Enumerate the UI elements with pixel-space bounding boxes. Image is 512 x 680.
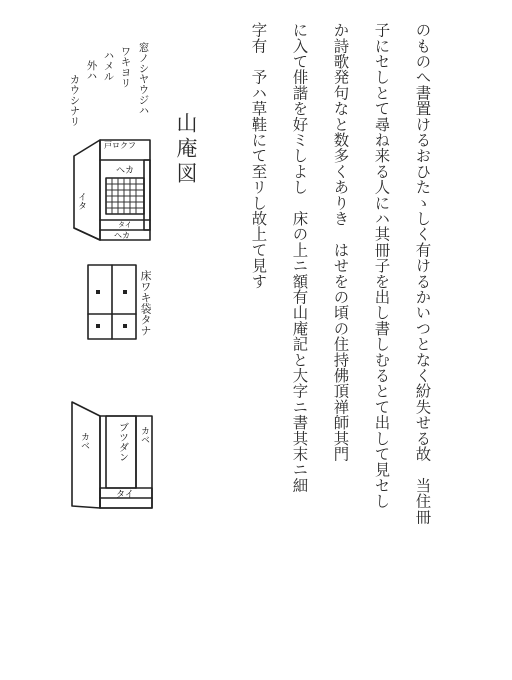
window-note-line-2: ワキヨリ bbox=[119, 46, 132, 88]
text-column-3: か詩歌発句なと数多くありき はせをの頃の住持佛頂禅師其門 bbox=[331, 22, 350, 462]
window-note-line-5: カウシナリ bbox=[68, 74, 81, 127]
wall-side-label: イタ bbox=[76, 192, 86, 210]
step-label: タイ bbox=[118, 221, 132, 229]
butsudan-alcove-drawing bbox=[70, 398, 160, 513]
window-note-line-3: ハメル bbox=[102, 50, 115, 82]
sketch-title: 山庵図 bbox=[174, 112, 198, 187]
butsudan-label: ブツダン bbox=[116, 422, 128, 462]
kabe-right-label: カベ bbox=[139, 426, 149, 444]
text-column-4: に入て俳諧を好ミしよし 床の上ニ額有山庵記と大字ニ書其末ニ細 bbox=[290, 22, 309, 493]
kabe-left-label: カベ bbox=[79, 432, 89, 450]
shelf-note: 床ワキ袋タナ bbox=[139, 270, 152, 336]
text-column-1: のものへ書置けるおひたゝしく有けるかいつとなく紛失せる故 当住冊 bbox=[413, 22, 432, 525]
window-note-line-1: 窓ノシヤウジハ bbox=[137, 42, 150, 116]
text-column-5: 字有 予ハ草鞋にて至リし故上て見す bbox=[249, 22, 268, 289]
tai-label: タイ bbox=[116, 490, 134, 500]
side-shelf-drawing bbox=[87, 262, 139, 342]
wall-bottom-label: ヘカ bbox=[114, 231, 130, 240]
window-note-line-4: 外ハ bbox=[85, 60, 98, 81]
hut-entrance-drawing bbox=[72, 136, 162, 246]
text-column-2: 子にセしとて尋ね来る人にハ其冊子を出し書しむるとて出して見セし bbox=[372, 22, 391, 509]
door-label: 戸ロクフ bbox=[104, 141, 136, 150]
wall-top-label: ヘカ bbox=[116, 166, 135, 176]
